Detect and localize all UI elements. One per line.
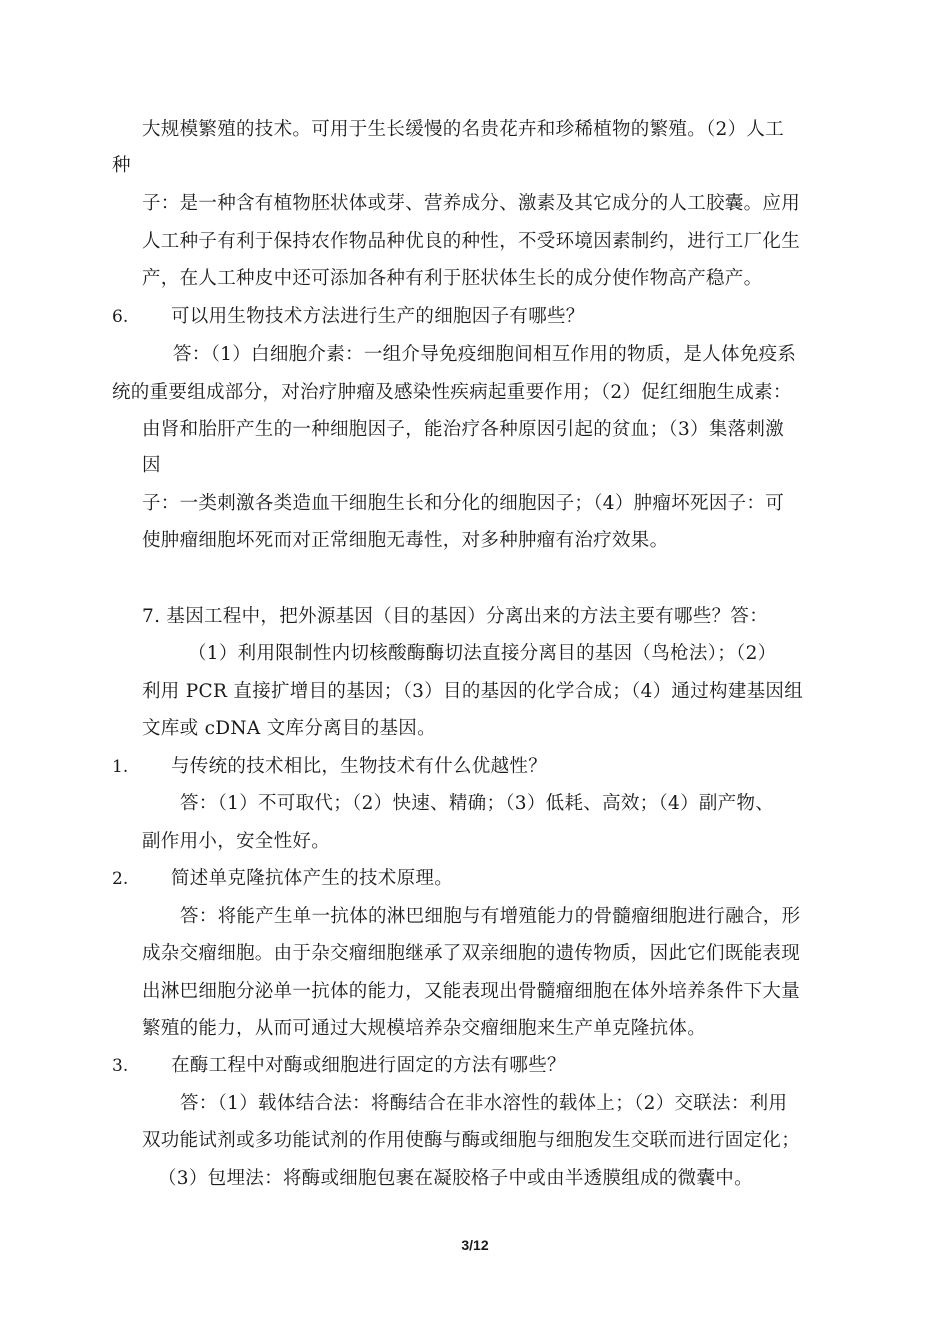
text-line: 成杂交瘤细胞。由于杂交瘤细胞继承了双亲细胞的遗传物质，因此它们既能表现 (142, 943, 801, 964)
text-line: 由肾和胎肝产生的一种细胞因子，能治疗各种原因引起的贫血；（3）集落刺激 (142, 419, 785, 440)
text-line: 出淋巴细胞分泌单一抗体的能力，又能表现出骨髓瘤细胞在体外培养条件下大量 (142, 981, 801, 1002)
text-line: 使肿瘤细胞坏死而对正常细胞无毒性，对多种肿瘤有治疗效果。 (142, 530, 669, 551)
page-number: 3/12 (461, 1237, 489, 1253)
text-line: 因 (142, 455, 161, 476)
text-line: 繁殖的能力，从而可通过大规模培养杂交瘤细胞来生产单克隆抗体。 (142, 1018, 707, 1039)
text-line: 双功能试剂或多功能试剂的作用使酶与酶或细胞与细胞发生交联而进行固定化； (142, 1130, 801, 1151)
answer-text: 答：将能产生单一抗体的淋巴细胞与有增殖能力的骨髓瘤细胞进行融合，形 (180, 906, 801, 927)
answer-text: 答：（1）载体结合法：将酶结合在非水溶性的载体上；（2）交联法：利用 (180, 1093, 788, 1114)
text-line: 文库或 cDNA 文库分离目的基因。 (142, 718, 436, 739)
item-number: 2. (112, 869, 129, 889)
text-line: 子：一类刺激各类造血干细胞生长和分化的细胞因子；（4）肿瘤坏死因子：可 (142, 493, 785, 514)
question-text: 7. 基因工程中，把外源基因（目的基因）分离出来的方法主要有哪些？答： (142, 606, 769, 627)
item-number: 1. (112, 757, 129, 777)
item-number: 6. (112, 307, 129, 327)
text-line: 子：是一种含有植物胚状体或芽、营养成分、激素及其它成分的人工胶囊。应用 (142, 193, 801, 214)
text-line: 统的重要组成部分，对治疗肿瘤及感染性疾病起重要作用；（2）促红细胞生成素： (112, 382, 792, 403)
text-line: 大规模繁殖的技术。可用于生长缓慢的名贵花卉和珍稀植物的繁殖。（2）人工 (142, 119, 785, 140)
text-line: 人工种子有利于保持农作物品种优良的种性，不受环境因素制约，进行工厂化生 (142, 231, 801, 252)
text-line: （3）包埋法：将酶或细胞包裹在凝胶格子中或由半透膜组成的微囊中。 (158, 1168, 753, 1189)
answer-text: 答：（1）白细胞介素：一组介导免疫细胞间相互作用的物质，是人体免疫系 (173, 344, 797, 365)
question-text: 与传统的技术相比，生物技术有什么优越性？ (171, 756, 548, 777)
answer-text: 答：（1）不可取代；（2）快速、精确；（3）低耗、高效；（4）副产物、 (180, 793, 775, 814)
answer-text: （1）利用限制性内切核酸酶酶切法直接分离目的基因（鸟枪法）；（2） (188, 643, 777, 664)
item-number: 3. (112, 1056, 129, 1076)
text-line: 产，在人工种皮中还可添加各种有利于胚状体生长的成分使作物高产稳产。 (142, 268, 763, 289)
text-line: 副作用小，安全性好。 (142, 831, 331, 852)
question-text: 在酶工程中对酶或细胞进行固定的方法有哪些？ (171, 1055, 566, 1076)
text-line: 利用 PCR 直接扩增目的基因；（3）目的基因的化学合成；（4）通过构建基因组 (142, 681, 804, 702)
question-text: 可以用生物技术方法进行生产的细胞因子有哪些？ (171, 306, 585, 327)
question-text: 简述单克隆抗体产生的技术原理。 (171, 868, 454, 889)
text-line: 种 (112, 155, 131, 176)
